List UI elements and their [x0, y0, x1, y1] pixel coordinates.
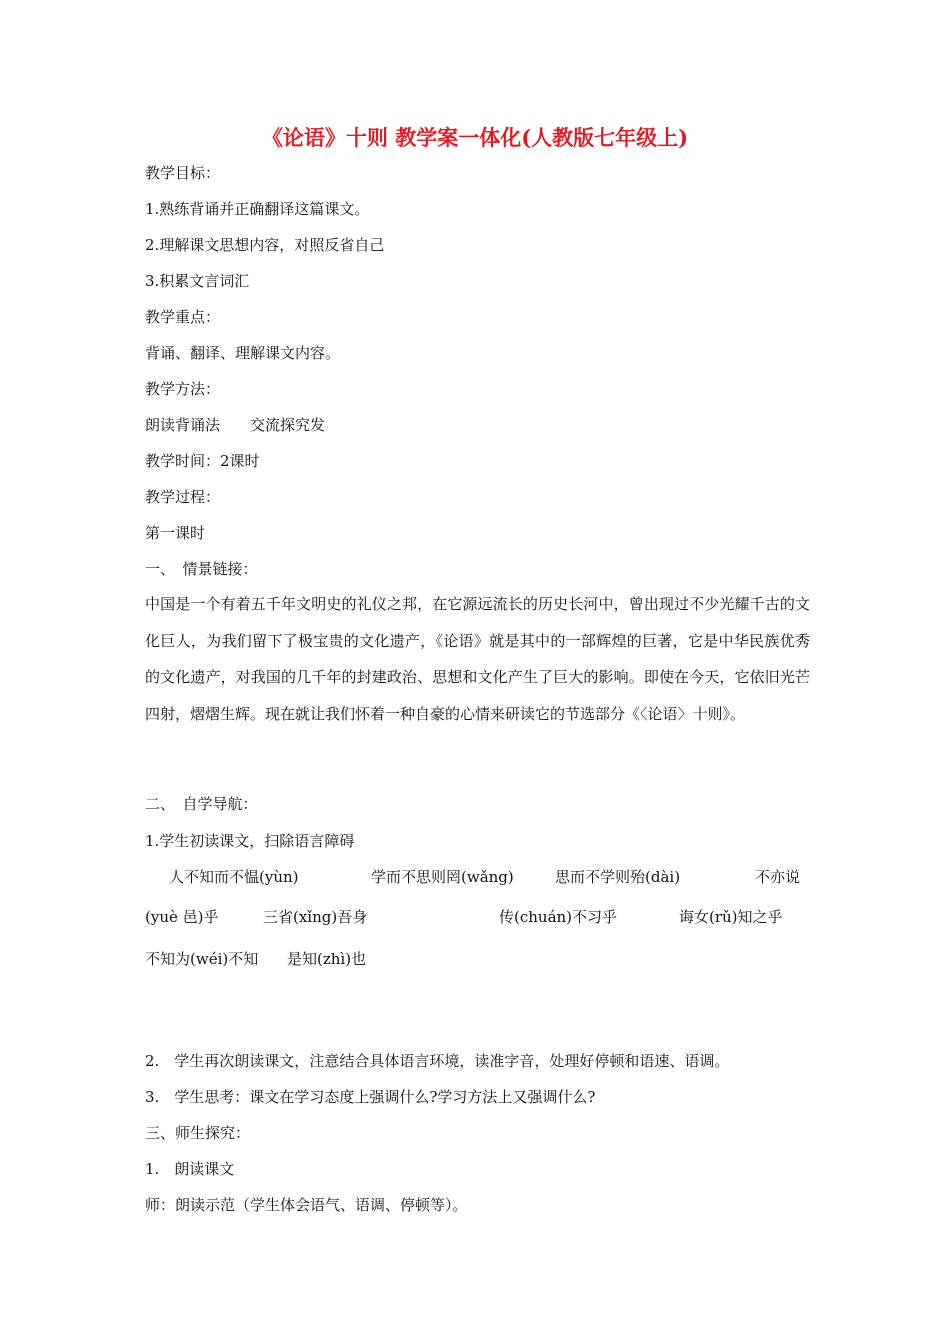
teaching-focus-heading: 教学重点： — [145, 308, 221, 326]
section-2-heading: 二、 自学导航： — [145, 795, 258, 813]
goal-item-2: 2.理解课文思想内容，对照反省自己 — [145, 236, 385, 254]
vocab-item: 不知为(wéi)不知 — [145, 950, 259, 968]
document-title: 《论语》十则 教学案一体化(人教版七年级上) — [261, 125, 689, 150]
intro-paragraph: 中国是一个有着五千年文明史的礼仪之邦，在它源远流长的历史长河中，曾出现过不少光耀千古的文化巨人，为我们留下了极宝贵的文化遗产，《论语》就是其中的一部辉煌的巨著，它是中华民族优秀的文化遗产，对我国的几千年的封建政治、思想和文化产生了巨大的影响。即使在今天，它依旧光芒四射，熠熠生辉。现在就让我们怀着一种自豪的心情来研读它的节选部分《〈论语〉十则》。 — [145, 595, 810, 723]
vocab-item: 人不知而不愠(yùn) — [169, 868, 299, 886]
teaching-goals-heading: 教学目标： — [145, 164, 221, 182]
teacher-demo-line: 师：朗读示范（学生体会语气、语调、停顿等）。 — [145, 1196, 468, 1214]
teaching-process-heading: 教学过程： — [145, 488, 221, 506]
goal-item-1: 1.熟练背诵并正确翻译这篇课文。 — [145, 200, 370, 218]
vocab-item: 传(chuán)不习乎 — [499, 908, 618, 926]
section-3-heading: 三、师生探究： — [145, 1124, 251, 1142]
vocab-item: 不亦说 — [755, 868, 801, 886]
vocab-row — [145, 949, 810, 969]
teaching-method-text: 朗读背诵法 交流探究发 — [145, 416, 326, 434]
vocab-row — [145, 867, 810, 887]
section-1-heading: 一、 情景链接： — [145, 560, 258, 578]
vocab-item: 诲女(rǔ)知之乎 — [679, 908, 783, 926]
teaching-time-text: 教学时间：2课时 — [145, 452, 260, 470]
vocab-item: 思而不学则殆(dài) — [555, 868, 681, 886]
vocab-item: (yuè 邑)乎 — [145, 908, 219, 926]
vocab-item: 是知(zhì)也 — [287, 950, 367, 968]
nav-item-3: 3. 学生思考：课文在学习态度上强调什么?学习方法上又强调什么? — [145, 1088, 596, 1106]
nav-item-1: 1.学生初读课文，扫除语言障碍 — [145, 832, 355, 850]
first-lesson-heading: 第一课时 — [145, 524, 206, 542]
goal-item-3: 3.积累文言词汇 — [145, 272, 250, 290]
explore-item-1: 1. 朗读课文 — [145, 1160, 235, 1178]
teaching-method-heading: 教学方法： — [145, 380, 221, 398]
vocab-item: 三省(xǐng)吾身 — [263, 908, 368, 926]
vocab-item: 学而不思则罔(wǎng) — [371, 868, 514, 886]
vocab-row — [145, 907, 810, 927]
nav-item-2: 2. 学生再次朗读课文，注意结合具体语言环境，读准字音，处理好停顿和语速、语调。 — [145, 1052, 730, 1070]
teaching-focus-text: 背诵、翻译、理解课文内容。 — [145, 344, 341, 362]
